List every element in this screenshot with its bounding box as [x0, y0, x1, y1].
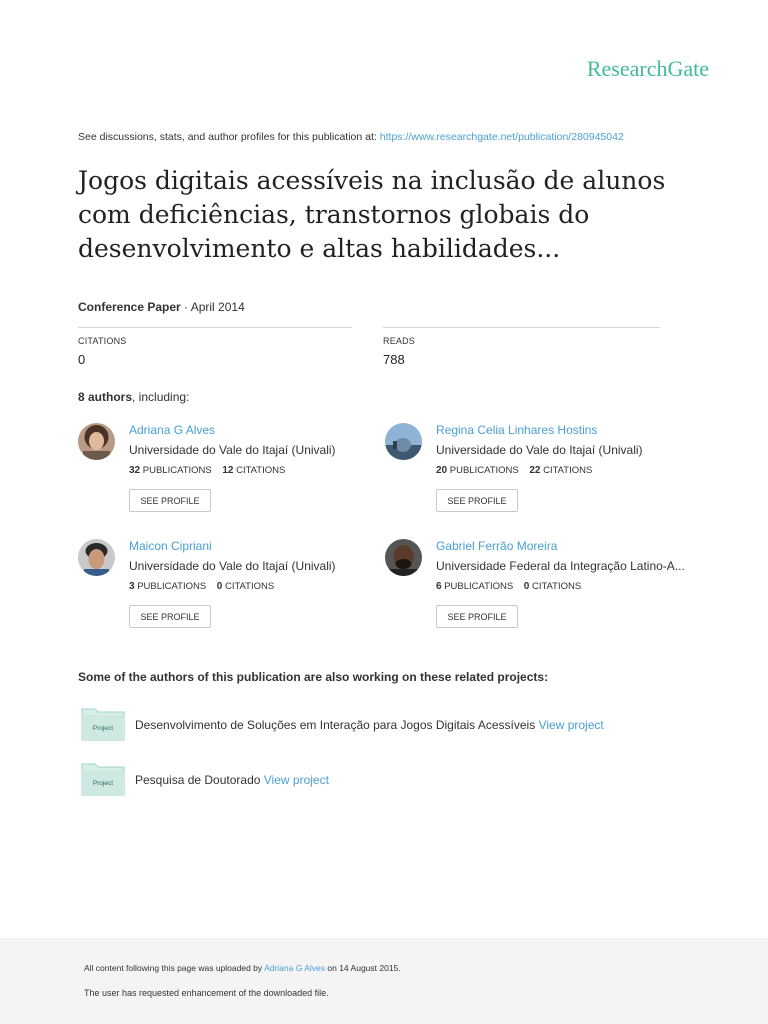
author-stats [129, 465, 285, 476]
publication-date: · April 2014 [184, 300, 245, 314]
project-item [81, 762, 731, 796]
publication-type: Conference Paper [78, 300, 181, 314]
citations-stat [78, 327, 352, 367]
enhancement-note: The user has requested enhancement of the downloaded file. [84, 988, 329, 998]
project-badge: Project [92, 725, 114, 732]
reads-stat [383, 327, 660, 367]
publications-count: 6 [436, 581, 442, 592]
publication-meta [78, 300, 245, 314]
citations-label: CITATIONS [224, 581, 275, 592]
publications-label: PUBLICATIONS [142, 465, 212, 476]
author-name[interactable]: Maicon Cipriani [129, 539, 212, 553]
citations-count: 0 [523, 581, 530, 592]
author-institution: Universidade do Vale do Itajaí (Univali) [129, 443, 336, 457]
see-profile-button[interactable]: SEE PROFILE [436, 605, 518, 628]
project-badge: Project [92, 780, 114, 787]
authors-suffix: , including: [132, 390, 190, 404]
uploader-link[interactable]: Adriana G Alves [264, 963, 326, 973]
discussion-line [78, 131, 624, 143]
author-card [78, 423, 408, 523]
author-institution: Universidade do Vale do Itajaí (Univali) [129, 559, 336, 573]
view-project-link[interactable]: View project [538, 718, 604, 732]
upload-prefix: All content following this page was uploaded by [84, 963, 263, 973]
reads-label: READS [383, 336, 416, 346]
project-text [135, 718, 604, 732]
project-folder-icon[interactable] [81, 762, 125, 796]
upload-suffix: on 14 August 2015. [327, 963, 401, 973]
author-avatar[interactable] [385, 423, 422, 460]
author-stats [436, 465, 592, 476]
publication-url-link[interactable]: https://www.researchgate.net/publication/280945042 [379, 131, 624, 143]
see-profile-button[interactable]: SEE PROFILE [436, 489, 518, 512]
reads-value: 788 [383, 352, 405, 367]
upload-note [84, 963, 401, 973]
author-avatar[interactable] [385, 539, 422, 576]
publications-label: PUBLICATIONS [137, 581, 207, 592]
citations-label: CITATIONS [236, 465, 286, 476]
publications-count: 20 [436, 465, 448, 476]
author-card [385, 423, 715, 523]
citations-value: 0 [78, 352, 86, 367]
author-avatar[interactable] [78, 539, 115, 576]
author-name[interactable]: Gabriel Ferrão Moreira [436, 539, 558, 553]
citations-count: 0 [216, 581, 223, 592]
author-institution: Universidade Federal da Integração Latino-A... [436, 559, 685, 573]
author-avatar[interactable] [78, 423, 115, 460]
publications-count: 3 [129, 581, 135, 592]
citations-count: 12 [222, 465, 234, 476]
view-project-link[interactable]: View project [263, 773, 329, 787]
project-title: Pesquisa de Doutorado [135, 773, 261, 787]
author-institution: Universidade do Vale do Itajaí (Univali) [436, 443, 643, 457]
paper-title: Jogos digitais acessíveis na inclusão de alunos com deficiências, transtornos globais do desenvolvimento e altas habilidades... [78, 166, 666, 263]
footer [0, 938, 768, 1024]
citations-count: 22 [529, 465, 541, 476]
citations-label: CITATIONS [543, 465, 593, 476]
author-name[interactable]: Regina Celia Linhares Hostins [436, 423, 598, 437]
publications-count: 32 [129, 465, 141, 476]
researchgate-logo[interactable]: ResearchGate [586, 56, 709, 81]
project-text [135, 773, 329, 787]
project-title: Desenvolvimento de Soluções em Interação para Jogos Digitais Acessíveis [135, 718, 536, 732]
publications-label: PUBLICATIONS [449, 465, 519, 476]
see-profile-button[interactable]: SEE PROFILE [129, 605, 211, 628]
discussion-prefix: See discussions, stats, and author profiles for this publication at: [78, 131, 377, 143]
publications-label: PUBLICATIONS [444, 581, 514, 592]
citations-label: CITATIONS [78, 336, 127, 346]
author-card [385, 539, 715, 639]
see-profile-button[interactable]: SEE PROFILE [129, 489, 211, 512]
author-stats [129, 581, 274, 592]
project-item [81, 707, 731, 741]
citations-label: CITATIONS [531, 581, 582, 592]
author-stats [436, 581, 581, 592]
authors-count: 8 authors [78, 390, 133, 404]
project-folder-icon[interactable] [81, 707, 125, 741]
author-card [78, 539, 408, 639]
related-projects-heading: Some of the authors of this publication are also working on these related projects: [78, 670, 549, 684]
authors-line [78, 390, 189, 404]
author-name[interactable]: Adriana G Alves [129, 423, 216, 437]
